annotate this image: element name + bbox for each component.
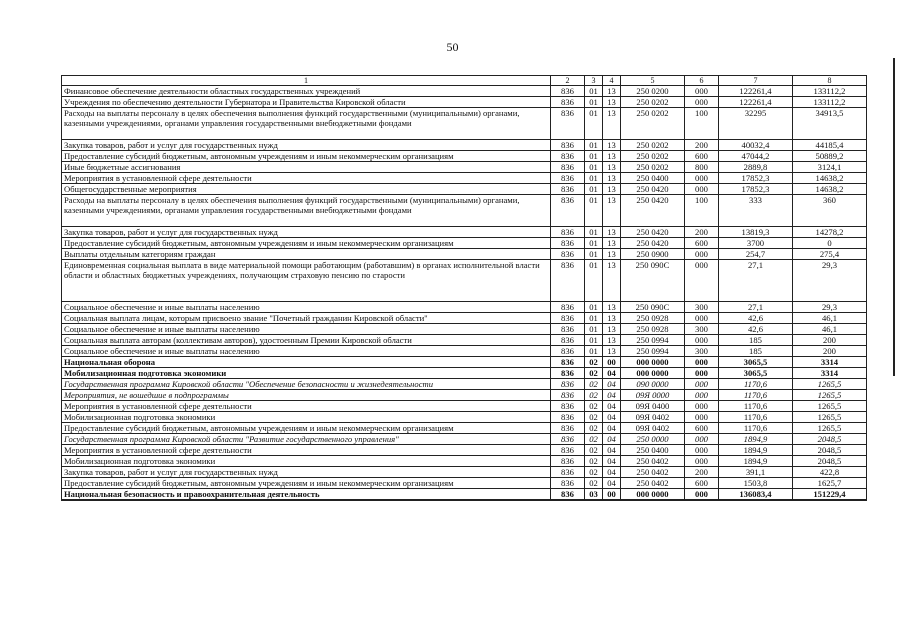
section-cell: 02 [585, 368, 603, 379]
chapter-cell: 836 [551, 108, 585, 140]
target-article-cell: 250 0928 [621, 313, 685, 324]
expense-type-cell: 200 [685, 140, 719, 151]
expense-type-cell: 000 [685, 401, 719, 412]
table-row [62, 335, 867, 346]
amount-year1-cell: 1894,9 [719, 434, 793, 445]
row-name-cell: Социальная выплата лицам, которым присвоено звание "Почетный гражданин Кировской области" [62, 313, 551, 324]
amount-year2-cell: 1265,5 [793, 401, 867, 412]
amount-year1-cell: 17852,3 [719, 184, 793, 195]
expense-type-cell: 000 [685, 184, 719, 195]
budget-table [61, 75, 867, 501]
amount-year2-cell: 133112,2 [793, 86, 867, 97]
subsection-cell: 04 [603, 467, 621, 478]
page-number: 50 [446, 40, 459, 54]
table-row [62, 412, 867, 423]
expense-type-cell: 300 [685, 302, 719, 313]
chapter-cell: 836 [551, 151, 585, 162]
header-cell: 6 [685, 76, 719, 86]
subsection-cell: 13 [603, 162, 621, 173]
section-cell: 02 [585, 467, 603, 478]
table-row [62, 346, 867, 357]
chapter-cell: 836 [551, 195, 585, 227]
amount-year2-cell: 422,8 [793, 467, 867, 478]
subsection-cell: 13 [603, 260, 621, 302]
amount-year1-cell: 3065,5 [719, 368, 793, 379]
chapter-cell: 836 [551, 467, 585, 478]
chapter-cell: 836 [551, 368, 585, 379]
amount-year1-cell: 27,1 [719, 260, 793, 302]
margin-rule [893, 58, 895, 376]
subsection-cell: 13 [603, 184, 621, 195]
expense-type-cell: 600 [685, 478, 719, 489]
subsection-cell: 04 [603, 445, 621, 456]
subsection-cell: 13 [603, 108, 621, 140]
table-row [62, 249, 867, 260]
target-article-cell: 250 090С [621, 302, 685, 313]
chapter-cell: 836 [551, 346, 585, 357]
expense-type-cell: 000 [685, 260, 719, 302]
amount-year2-cell: 44185,4 [793, 140, 867, 151]
section-cell: 01 [585, 249, 603, 260]
target-article-cell: 250 0400 [621, 173, 685, 184]
expense-type-cell: 600 [685, 423, 719, 434]
target-article-cell: 250 0000 [621, 434, 685, 445]
expense-type-cell: 200 [685, 467, 719, 478]
amount-year1-cell: 42,6 [719, 313, 793, 324]
target-article-cell: 250 0400 [621, 445, 685, 456]
target-article-cell: 000 0000 [621, 357, 685, 368]
table-row [62, 445, 867, 456]
table-row [62, 260, 867, 302]
table-row [62, 478, 867, 489]
chapter-cell: 836 [551, 390, 585, 401]
row-name-cell: Мероприятия в установленной сфере деятельности [62, 445, 551, 456]
expense-type-cell: 000 [685, 249, 719, 260]
chapter-cell: 836 [551, 401, 585, 412]
expense-type-cell: 000 [685, 335, 719, 346]
target-article-cell: 250 0420 [621, 227, 685, 238]
amount-year2-cell: 3314 [793, 368, 867, 379]
chapter-cell: 836 [551, 238, 585, 249]
subsection-cell: 04 [603, 390, 621, 401]
target-article-cell: 250 0202 [621, 162, 685, 173]
target-article-cell: 250 0202 [621, 140, 685, 151]
row-name-cell: Предоставление субсидий бюджетным, автономным учреждениям и иным некоммерческим организациям [62, 423, 551, 434]
expense-type-cell: 800 [685, 162, 719, 173]
chapter-cell: 836 [551, 313, 585, 324]
section-cell: 02 [585, 401, 603, 412]
section-cell: 01 [585, 313, 603, 324]
row-name-cell: Мобилизационная подготовка экономики [62, 368, 551, 379]
table-row [62, 86, 867, 97]
table-row [62, 467, 867, 478]
expense-type-cell: 100 [685, 108, 719, 140]
amount-year1-cell: 1170,6 [719, 390, 793, 401]
expense-type-cell: 000 [685, 368, 719, 379]
chapter-cell: 836 [551, 162, 585, 173]
row-name-cell: Государственная программа Кировской области "Развитие государственного управления" [62, 434, 551, 445]
target-article-cell: 000 0000 [621, 368, 685, 379]
amount-year1-cell: 1170,6 [719, 412, 793, 423]
chapter-cell: 836 [551, 184, 585, 195]
row-name-cell: Выплаты отдельным категориям граждан [62, 249, 551, 260]
amount-year2-cell: 275,4 [793, 249, 867, 260]
target-article-cell: 250 0402 [621, 467, 685, 478]
table-row [62, 324, 867, 335]
table-row [62, 368, 867, 379]
chapter-cell: 836 [551, 324, 585, 335]
section-cell: 01 [585, 302, 603, 313]
chapter-cell: 836 [551, 302, 585, 313]
table-row [62, 162, 867, 173]
chapter-cell: 836 [551, 445, 585, 456]
target-article-cell: 250 0202 [621, 97, 685, 108]
section-cell: 02 [585, 379, 603, 390]
amount-year1-cell: 32295 [719, 108, 793, 140]
expense-type-cell: 000 [685, 313, 719, 324]
chapter-cell: 836 [551, 434, 585, 445]
table-row [62, 423, 867, 434]
table-row [62, 173, 867, 184]
section-cell: 01 [585, 151, 603, 162]
row-name-cell: Социальное обеспечение и иные выплаты населению [62, 346, 551, 357]
expense-type-cell: 600 [685, 238, 719, 249]
table-header-row [62, 76, 867, 86]
amount-year2-cell: 1265,5 [793, 379, 867, 390]
section-cell: 02 [585, 478, 603, 489]
section-cell: 01 [585, 173, 603, 184]
subsection-cell: 04 [603, 412, 621, 423]
amount-year1-cell: 333 [719, 195, 793, 227]
row-name-cell: Социальное обеспечение и иные выплаты населению [62, 324, 551, 335]
section-cell: 01 [585, 140, 603, 151]
target-article-cell: 250 0994 [621, 346, 685, 357]
table-row [62, 401, 867, 412]
row-name-cell: Мероприятия в установленной сфере деятельности [62, 173, 551, 184]
subsection-cell: 13 [603, 335, 621, 346]
amount-year2-cell: 46,1 [793, 324, 867, 335]
amount-year2-cell: 34913,5 [793, 108, 867, 140]
expense-type-cell: 000 [685, 97, 719, 108]
section-cell: 01 [585, 184, 603, 195]
amount-year2-cell: 1265,5 [793, 412, 867, 423]
target-article-cell: 09Я 0402 [621, 423, 685, 434]
row-name-cell: Закупка товаров, работ и услуг для государственных нужд [62, 227, 551, 238]
target-article-cell: 250 090С [621, 260, 685, 302]
subsection-cell: 13 [603, 324, 621, 335]
subsection-cell: 04 [603, 379, 621, 390]
subsection-cell: 13 [603, 238, 621, 249]
amount-year2-cell: 200 [793, 346, 867, 357]
expense-type-cell: 000 [685, 390, 719, 401]
header-cell: 2 [551, 76, 585, 86]
amount-year1-cell: 1894,9 [719, 445, 793, 456]
amount-year1-cell: 391,1 [719, 467, 793, 478]
table-row [62, 379, 867, 390]
amount-year2-cell: 2048,5 [793, 434, 867, 445]
target-article-cell: 250 0402 [621, 456, 685, 467]
chapter-cell: 836 [551, 412, 585, 423]
header-cell: 3 [585, 76, 603, 86]
table-row [62, 108, 867, 140]
subsection-cell: 04 [603, 423, 621, 434]
amount-year2-cell: 2048,5 [793, 456, 867, 467]
amount-year1-cell: 42,6 [719, 324, 793, 335]
section-cell: 02 [585, 357, 603, 368]
row-name-cell: Мобилизационная подготовка экономики [62, 412, 551, 423]
row-name-cell: Предоставление субсидий бюджетным, автономным учреждениям и иным некоммерческим организациям [62, 238, 551, 249]
amount-year1-cell: 47044,2 [719, 151, 793, 162]
amount-year2-cell: 46,1 [793, 313, 867, 324]
chapter-cell: 836 [551, 423, 585, 434]
amount-year2-cell: 200 [793, 335, 867, 346]
amount-year1-cell: 122261,4 [719, 97, 793, 108]
chapter-cell: 836 [551, 97, 585, 108]
row-name-cell: Национальная оборона [62, 357, 551, 368]
amount-year1-cell: 1170,6 [719, 379, 793, 390]
row-name-cell: Закупка товаров, работ и услуг для государственных нужд [62, 467, 551, 478]
row-name-cell: Государственная программа Кировской области "Обеспечение безопасности и жизнедеятельности [62, 379, 551, 390]
subsection-cell: 04 [603, 434, 621, 445]
subsection-cell: 13 [603, 313, 621, 324]
amount-year2-cell: 0 [793, 238, 867, 249]
chapter-cell: 836 [551, 489, 585, 501]
subsection-cell: 13 [603, 302, 621, 313]
expense-type-cell: 000 [685, 445, 719, 456]
amount-year2-cell: 29,3 [793, 302, 867, 313]
row-name-cell: Расходы на выплаты персоналу в целях обеспечения выполнения функций государственными (муниципальными) органами, казенными учреждениями, органами управления государственными внебюджетными фондами [62, 195, 551, 227]
row-name-cell: Расходы на выплаты персоналу в целях обеспечения выполнения функций государственными (муниципальными) органами, казенными учреждениями, органами управления государственными внебюджетными фондами [62, 108, 551, 140]
chapter-cell: 836 [551, 456, 585, 467]
chapter-cell: 836 [551, 357, 585, 368]
row-name-cell: Мероприятия, не вошедшие в подпрограммы [62, 390, 551, 401]
table-row [62, 313, 867, 324]
amount-year1-cell: 2889,8 [719, 162, 793, 173]
header-cell: 1 [62, 76, 551, 86]
table-row [62, 238, 867, 249]
section-cell: 01 [585, 97, 603, 108]
expense-type-cell: 200 [685, 227, 719, 238]
table-row [62, 151, 867, 162]
table-row [62, 357, 867, 368]
subsection-cell: 13 [603, 249, 621, 260]
row-name-cell: Учреждения по обеспечению деятельности Губернатора и Правительства Кировской области [62, 97, 551, 108]
chapter-cell: 836 [551, 173, 585, 184]
subsection-cell: 13 [603, 173, 621, 184]
target-article-cell: 090 0000 [621, 379, 685, 390]
target-article-cell: 000 0000 [621, 489, 685, 501]
subsection-cell: 13 [603, 140, 621, 151]
chapter-cell: 836 [551, 227, 585, 238]
chapter-cell: 836 [551, 249, 585, 260]
chapter-cell: 836 [551, 260, 585, 302]
amount-year2-cell: 151229,4 [793, 489, 867, 501]
expense-type-cell: 600 [685, 151, 719, 162]
row-name-cell: Иные бюджетные ассигнования [62, 162, 551, 173]
section-cell: 01 [585, 324, 603, 335]
amount-year2-cell: 1265,5 [793, 390, 867, 401]
expense-type-cell: 000 [685, 357, 719, 368]
section-cell: 01 [585, 346, 603, 357]
amount-year1-cell: 13819,3 [719, 227, 793, 238]
row-name-cell: Предоставление субсидий бюджетным, автономным учреждениям и иным некоммерческим организациям [62, 478, 551, 489]
row-name-cell: Общегосударственные мероприятия [62, 184, 551, 195]
target-article-cell: 250 0402 [621, 478, 685, 489]
header-cell: 7 [719, 76, 793, 86]
amount-year2-cell: 3314 [793, 357, 867, 368]
table-row [62, 456, 867, 467]
amount-year1-cell: 122261,4 [719, 86, 793, 97]
row-name-cell: Закупка товаров, работ и услуг для государственных нужд [62, 140, 551, 151]
amount-year2-cell: 3124,1 [793, 162, 867, 173]
expense-type-cell: 000 [685, 489, 719, 501]
table-row [62, 227, 867, 238]
amount-year1-cell: 17852,3 [719, 173, 793, 184]
subsection-cell: 00 [603, 357, 621, 368]
target-article-cell: 09Я 0402 [621, 412, 685, 423]
subsection-cell: 13 [603, 227, 621, 238]
table-row [62, 302, 867, 313]
subsection-cell: 00 [603, 489, 621, 501]
table-row [62, 97, 867, 108]
row-name-cell: Социальная выплата авторам (коллективам авторов), удостоенным Премии Кировской области [62, 335, 551, 346]
subsection-cell: 13 [603, 151, 621, 162]
amount-year2-cell: 14638,2 [793, 184, 867, 195]
target-article-cell: 09Я 0000 [621, 390, 685, 401]
amount-year1-cell: 1170,6 [719, 401, 793, 412]
subsection-cell: 13 [603, 346, 621, 357]
section-cell: 02 [585, 423, 603, 434]
section-cell: 02 [585, 434, 603, 445]
table-row [62, 140, 867, 151]
amount-year1-cell: 3700 [719, 238, 793, 249]
subsection-cell: 04 [603, 401, 621, 412]
amount-year1-cell: 1503,8 [719, 478, 793, 489]
header-cell: 4 [603, 76, 621, 86]
header-cell: 8 [793, 76, 867, 86]
header-cell: 5 [621, 76, 685, 86]
section-cell: 01 [585, 162, 603, 173]
target-article-cell: 09Я 0400 [621, 401, 685, 412]
expense-type-cell: 300 [685, 346, 719, 357]
target-article-cell: 250 0420 [621, 195, 685, 227]
row-name-cell: Единовременная социальная выплата в виде материальной помощи работающим (работавшим) в органах исполнительной власти области и областных бюджетных учреждениях, получающим страховую пенсию по старости [62, 260, 551, 302]
section-cell: 02 [585, 390, 603, 401]
amount-year2-cell: 29,3 [793, 260, 867, 302]
subsection-cell: 13 [603, 97, 621, 108]
section-cell: 01 [585, 238, 603, 249]
amount-year2-cell: 133112,2 [793, 97, 867, 108]
section-cell: 01 [585, 260, 603, 302]
row-name-cell: Мобилизационная подготовка экономики [62, 456, 551, 467]
target-article-cell: 250 0202 [621, 108, 685, 140]
row-name-cell: Финансовое обеспечение деятельности областных государственных учреждений [62, 86, 551, 97]
table-row [62, 184, 867, 195]
section-cell: 01 [585, 227, 603, 238]
amount-year1-cell: 136083,4 [719, 489, 793, 501]
amount-year2-cell: 50889,2 [793, 151, 867, 162]
row-name-cell: Национальная безопасность и правоохранительная деятельность [62, 489, 551, 501]
table-row [62, 195, 867, 227]
target-article-cell: 250 0900 [621, 249, 685, 260]
expense-type-cell: 000 [685, 434, 719, 445]
expense-type-cell: 300 [685, 324, 719, 335]
expense-type-cell: 000 [685, 86, 719, 97]
target-article-cell: 250 0202 [621, 151, 685, 162]
row-name-cell: Мероприятия в установленной сфере деятельности [62, 401, 551, 412]
chapter-cell: 836 [551, 140, 585, 151]
amount-year2-cell: 14638,2 [793, 173, 867, 184]
table-row [62, 390, 867, 401]
section-cell: 02 [585, 456, 603, 467]
amount-year1-cell: 185 [719, 346, 793, 357]
row-name-cell: Предоставление субсидий бюджетным, автономным учреждениям и иным некоммерческим организациям [62, 151, 551, 162]
amount-year2-cell: 1265,5 [793, 423, 867, 434]
chapter-cell: 836 [551, 335, 585, 346]
chapter-cell: 836 [551, 478, 585, 489]
amount-year2-cell: 1625,7 [793, 478, 867, 489]
amount-year1-cell: 254,7 [719, 249, 793, 260]
amount-year1-cell: 1894,9 [719, 456, 793, 467]
subsection-cell: 13 [603, 86, 621, 97]
section-cell: 01 [585, 335, 603, 346]
expense-type-cell: 000 [685, 379, 719, 390]
amount-year2-cell: 360 [793, 195, 867, 227]
target-article-cell: 250 0420 [621, 184, 685, 195]
amount-year1-cell: 1170,6 [719, 423, 793, 434]
table-row [62, 489, 867, 501]
section-cell: 01 [585, 86, 603, 97]
section-cell: 02 [585, 445, 603, 456]
section-cell: 01 [585, 195, 603, 227]
subsection-cell: 04 [603, 478, 621, 489]
section-cell: 02 [585, 412, 603, 423]
amount-year1-cell: 185 [719, 335, 793, 346]
table-row [62, 434, 867, 445]
subsection-cell: 04 [603, 456, 621, 467]
expense-type-cell: 000 [685, 456, 719, 467]
target-article-cell: 250 0200 [621, 86, 685, 97]
chapter-cell: 836 [551, 86, 585, 97]
target-article-cell: 250 0420 [621, 238, 685, 249]
subsection-cell: 04 [603, 368, 621, 379]
subsection-cell: 13 [603, 195, 621, 227]
section-cell: 01 [585, 108, 603, 140]
amount-year1-cell: 3065,5 [719, 357, 793, 368]
amount-year1-cell: 27,1 [719, 302, 793, 313]
expense-type-cell: 100 [685, 195, 719, 227]
row-name-cell: Социальное обеспечение и иные выплаты населению [62, 302, 551, 313]
target-article-cell: 250 0928 [621, 324, 685, 335]
expense-type-cell: 000 [685, 173, 719, 184]
amount-year1-cell: 40032,4 [719, 140, 793, 151]
expense-type-cell: 000 [685, 412, 719, 423]
section-cell: 03 [585, 489, 603, 501]
amount-year2-cell: 2048,5 [793, 445, 867, 456]
target-article-cell: 250 0994 [621, 335, 685, 346]
chapter-cell: 836 [551, 379, 585, 390]
amount-year2-cell: 14278,2 [793, 227, 867, 238]
